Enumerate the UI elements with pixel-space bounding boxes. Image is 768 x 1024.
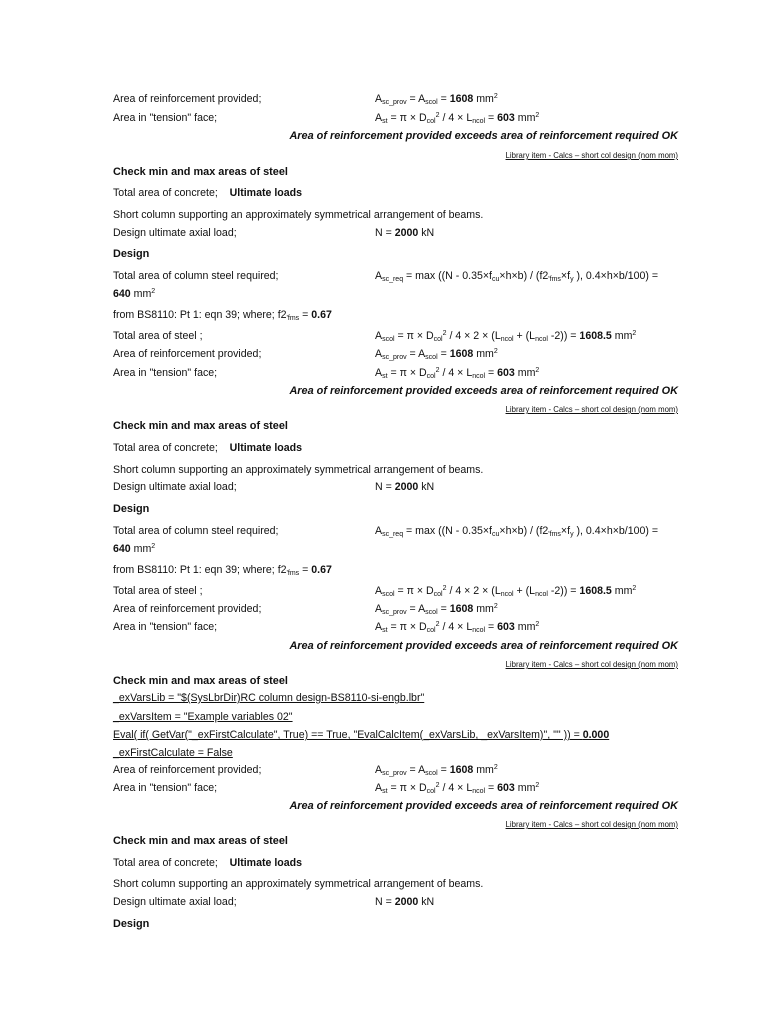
ok-statement: Area of reinforcement provided exceeds area of reinforcement required OK	[289, 130, 678, 142]
code-line-eval[interactable]: Eval( if( GetVar("_exFirstCalculate", True) == True, "EvalCalcItem(_exVarsLib, _exVarsItem)", "" )) = 0.000	[113, 729, 610, 741]
bs8110-ref: from BS8110: Pt 1: eqn 39; where; $f2_{'fms} = 0.67$	[113, 309, 332, 322]
area-tension-formula: $A_{st} = \pi \times D_{col}^2 / 4 \times L_{ncol} = 603$ $mm^2$	[375, 621, 540, 634]
area-provided-label: Area of reinforcement provided;	[113, 603, 262, 615]
axial-load-label: Design ultimate axial load;	[113, 896, 237, 908]
section-heading: Check min and max areas of steel	[113, 835, 288, 847]
library-item-link[interactable]: Library item - Calcs – short col design (nom mom)	[505, 820, 678, 829]
col-steel-req-label: Total area of column steel required;	[113, 525, 279, 537]
section-heading: Check min and max areas of steel	[113, 675, 288, 687]
axial-load-value: N = 2000 kN	[375, 896, 435, 908]
code-line-exvarsitem[interactable]: _exVarsItem = "Example variables 02"	[113, 711, 293, 723]
area-provided-label: Area of reinforcement provided;	[113, 348, 262, 360]
total-steel-formula: $A_{scol} = \pi \times D_{col}^2 / 4 \times 2 \times (L_{ncol} + (L_{ncol}$ -2)) = 1608.5 $mm^2$	[375, 585, 637, 598]
col-steel-req-formula: $A_{sc\_req} = \max ((N - 0.35\times f_{cu}\times h\times b) / (f2_{'fms}\times f_y$ ), 0.4×h×b/100) =	[375, 270, 659, 283]
area-provided-label: Area of reinforcement provided;	[113, 93, 262, 105]
axial-load-label: Design ultimate axial load;	[113, 481, 237, 493]
area-tension-formula: $A_{st} = \pi \times D_{col}^2 / 4 \times L_{ncol} = 603$ $mm^2$	[375, 367, 540, 380]
design-heading: Design	[113, 503, 150, 515]
area-tension-formula: $A_{st} = \pi \times D_{col}^2 / 4 \times L_{ncol} = 603$ $mm^2$	[375, 782, 540, 795]
short-column-text: Short column supporting an approximately symmetrical arrangement of beams.	[113, 464, 484, 476]
total-concrete-line: Total area of concrete; Ultimate loads	[113, 857, 303, 869]
col-steel-req-value: 640 $mm^2$	[113, 288, 156, 300]
total-steel-label: Total area of steel ;	[113, 585, 203, 597]
short-column-text: Short column supporting an approximately symmetrical arrangement of beams.	[113, 209, 484, 221]
design-heading: Design	[113, 918, 150, 930]
total-concrete-line: Total area of concrete; Ultimate loads	[113, 442, 303, 454]
area-tension-label: Area in "tension" face;	[113, 112, 218, 124]
ok-statement: Area of reinforcement provided exceeds area of reinforcement required OK	[289, 640, 678, 652]
area-provided-formula: $A_{sc\_prov} = A_{scol} = 1608$ $mm^2$	[375, 348, 498, 361]
total-steel-formula: $A_{scol} = \pi \times D_{col}^2 / 4 \times 2 \times (L_{ncol} + (L_{ncol}$ -2)) = 1608.5 $mm^2$	[375, 330, 637, 343]
design-heading: Design	[113, 248, 150, 260]
axial-load-value: N = 2000 kN	[375, 481, 435, 493]
col-steel-req-label: Total area of column steel required;	[113, 270, 279, 282]
area-provided-label: Area of reinforcement provided;	[113, 764, 262, 776]
library-item-link[interactable]: Library item - Calcs – short col design (nom mom)	[505, 151, 678, 160]
total-steel-label: Total area of steel ;	[113, 330, 203, 342]
area-provided-formula: $A_{sc\_prov} = A_{scol} = 1608$ $mm^2$	[375, 764, 498, 777]
section-heading: Check min and max areas of steel	[113, 166, 288, 178]
area-tension-label: Area in "tension" face;	[113, 782, 218, 794]
axial-load-label: Design ultimate axial load;	[113, 227, 237, 239]
area-provided-formula: $A_{sc\_prov} = A_{scol} = 1608$ $mm^2$	[375, 93, 498, 106]
ok-statement: Area of reinforcement provided exceeds area of reinforcement required OK	[289, 800, 678, 812]
col-steel-req-formula: $A_{sc\_req} = \max ((N - 0.35\times f_{cu}\times h\times b) / (f2_{'fms}\times f_y$ ), 0.4×h×b/100) =	[375, 525, 659, 538]
area-tension-label: Area in "tension" face;	[113, 367, 218, 379]
library-item-link[interactable]: Library item - Calcs – short col design (nom mom)	[505, 405, 678, 414]
col-steel-req-value: 640 $mm^2$	[113, 543, 156, 555]
area-provided-formula: $A_{sc\_prov} = A_{scol} = 1608$ $mm^2$	[375, 603, 498, 616]
code-line-firstcalculate[interactable]: _exFirstCalculate = False	[113, 747, 233, 759]
axial-load-value: N = 2000 kN	[375, 227, 435, 239]
code-line-exvarslib[interactable]: _exVarsLib = "$(SysLbrDir)RC column design-BS8110-si-engb.lbr"	[113, 692, 425, 704]
area-tension-formula: $A_{st} = \pi \times D_{col}^2 / 4 \times L_{ncol} = 603$ $mm^2$	[375, 112, 540, 125]
ok-statement: Area of reinforcement provided exceeds area of reinforcement required OK	[289, 385, 678, 397]
area-tension-label: Area in "tension" face;	[113, 621, 218, 633]
short-column-text: Short column supporting an approximately symmetrical arrangement of beams.	[113, 878, 484, 890]
library-item-link[interactable]: Library item - Calcs – short col design (nom mom)	[505, 660, 678, 669]
total-concrete-line: Total area of concrete; Ultimate loads	[113, 187, 303, 199]
section-heading: Check min and max areas of steel	[113, 420, 288, 432]
bs8110-ref: from BS8110: Pt 1: eqn 39; where; $f2_{'fms} = 0.67$	[113, 564, 332, 577]
